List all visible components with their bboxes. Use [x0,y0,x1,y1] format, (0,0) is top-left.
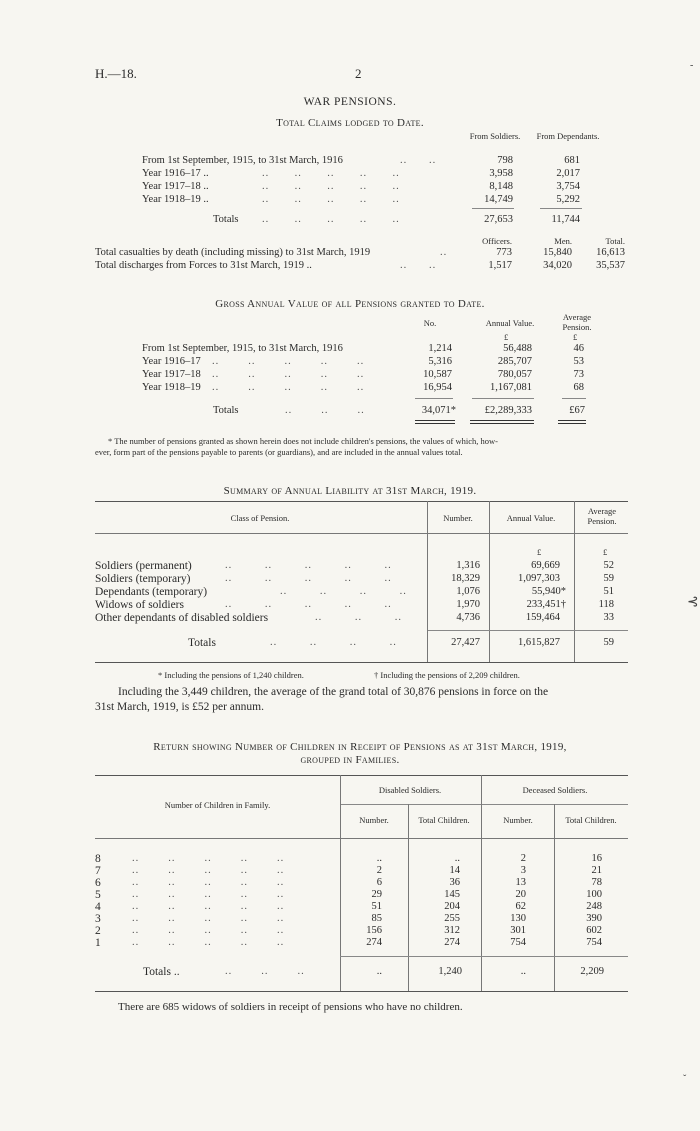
claims-row-label: Year 1917–18 .. [142,181,209,192]
claims-col-dependants: From Dependants. [536,131,600,141]
summary-unit-value: £ [537,547,542,557]
children-dec-total: 78 [591,877,602,888]
children-dis-number: 85 [371,913,382,924]
summary-avg: 52 [603,560,614,571]
claims-dependants: 5,292 [556,194,580,205]
leader-dots: .. .. .. .. [280,586,407,597]
summary-number: 1,970 [456,599,480,610]
children-dec-total: 100 [586,889,602,900]
gross-avg: 73 [573,369,584,380]
summary-row-label: Other dependants of disabled soldiers [95,612,269,624]
children-totals-dec-total: 2,209 [580,966,604,977]
children-dec-total: 602 [586,925,602,936]
divider [415,398,453,399]
children-dec-number: 3 [520,865,526,876]
gross-row-label: Year 1918–19 [142,382,201,393]
summary-row-label: Soldiers (temporary) [95,573,191,585]
leader-dots: .. .. .. [285,405,365,416]
children-heading-line-2: grouped in Families. [300,754,400,766]
gross-row-label: Year 1917–18 [142,369,201,380]
gross-avg: 53 [573,356,584,367]
summary-number: 4,736 [456,612,480,623]
claims-heading: Total Claims lodged to Date. [276,117,424,129]
claims-row-label: Year 1916–17 .. [142,168,209,179]
children-dec-number: 20 [515,889,526,900]
children-dis-total: .. [454,853,460,864]
gross-no: 1,214 [428,343,452,354]
summary-number: 1,316 [456,560,480,571]
summary-unit-avg: £ [603,547,608,557]
children-totals-dis-total: 1,240 [438,966,462,977]
children-dis-total: 14 [449,865,460,876]
children-dis-total: 255 [444,913,460,924]
children-col-dis-number: Number. [359,815,389,825]
children-dis-number: 29 [371,889,382,900]
children-dec-number: 301 [510,925,526,936]
summary-heading: Summary of Annual Liability at 31st March, 1919. [223,485,477,497]
children-dec-total: 21 [591,865,602,876]
claims-soldiers: 14,749 [484,194,513,205]
page-number: 2 [355,66,362,81]
leader-dots: .. .. .. .. .. [225,560,392,571]
claims-dependants: 2,017 [556,168,580,179]
summary-totals-number: 27,427 [451,637,480,648]
gross-col-avg: Average Pension. [562,312,592,332]
claims-col-total: Total. [605,236,625,246]
gross-row-label: Year 1916–17 [142,356,201,367]
summary-avg: 59 [603,573,614,584]
leader-dots: .. .. .. .. .. [262,214,400,225]
claims-totals-label: Totals [213,214,239,225]
summary-value: 69,669 [531,560,560,571]
divider [562,398,586,399]
summary-number: 18,329 [451,573,480,584]
children-dec-total: 754 [586,937,602,948]
gross-unit-avg: £ [573,332,578,342]
scan-mark: ⊰ [687,595,699,610]
gross-heading: Gross Annual Value of all Pensions granted to Date. [215,298,485,310]
divider [472,208,514,209]
children-dec-number: 754 [510,937,526,948]
leader-dots: .. .. .. .. .. [262,168,400,179]
leader-dots: .. .. .. .. .. [225,599,392,610]
table-bottom-rule [95,662,628,663]
children-dis-number: 6 [376,877,382,888]
leader-dots: .. .. .. .. .. [132,925,285,936]
double-rule [558,420,586,424]
summary-paragraph-line-1: Including the 3,449 children, the average of the grand total of 30,876 pensions in force on the [118,686,549,698]
claims-soldiers: 8,148 [489,181,513,192]
gross-no: 10,587 [423,369,452,380]
children-dis-total: 145 [444,889,460,900]
claims-dependants: 681 [564,155,580,166]
gross-no: 16,954 [423,382,452,393]
leader-dots: .. .. .. .. .. [132,889,285,900]
children-family-size: 5 [95,889,101,901]
children-dis-number: .. [376,853,382,864]
gross-totals-value: £2,289,333 [484,405,532,416]
leader-dots: .. [440,247,448,258]
summary-value: 159,464 [525,612,560,623]
children-family-size: 8 [95,853,101,865]
scan-mark: ˇ [683,1074,687,1085]
table-top-rule [95,775,628,776]
children-dis-total: 312 [444,925,460,936]
gross-avg: 46 [573,343,584,354]
children-dec-number: 2 [520,853,526,864]
divider [472,398,534,399]
children-col-disabled: Disabled Soldiers. [378,785,442,795]
summary-totals-value: 1,615,827 [518,637,560,648]
table-bottom-rule [95,991,628,992]
table-top-rule [95,501,628,502]
col-divider [574,501,575,662]
gross-unit-value: £ [504,332,509,342]
table-header-rule [95,838,628,839]
children-dec-number: 62 [515,901,526,912]
gross-totals-label: Totals [213,405,239,416]
children-dis-total: 204 [444,901,460,912]
gross-value: 1,167,081 [490,382,532,393]
children-dis-total: 36 [449,877,460,888]
leader-dots: .. .. .. [315,612,402,623]
leader-dots: .. .. .. .. .. [132,913,285,924]
children-dec-number: 13 [515,877,526,888]
children-heading-line-1: Return showing Number of Children in Receipt of Pensions as at 31st March, 1919, [153,741,567,753]
children-dis-number: 2 [376,865,382,876]
discharges-label: Total discharges from Forces to 31st March, 1919 .. [95,260,312,271]
summary-col-value: Annual Value. [506,513,556,523]
summary-value: 1,097,303 [518,573,560,584]
summary-paragraph-line-2: 31st March, 1919, is £52 per annum. [95,701,264,713]
leader-dots: .. .. .. .. .. [132,865,285,876]
children-closing-note: There are 685 widows of soldiers in receipt of pensions who have no children. [118,1001,463,1013]
summary-note-children-a: * Including the pensions of 1,240 children. [158,670,304,680]
leader-dots: .. .. [400,155,437,166]
leader-dots: .. .. .. .. .. [132,901,285,912]
claims-totals-soldiers: 27,653 [484,214,513,225]
children-family-size: 4 [95,901,101,913]
leader-dots: .. .. .. .. .. [212,369,365,380]
children-dec-total: 16 [591,853,602,864]
scan-mark: ‑ [690,60,694,71]
page-title: WAR PENSIONS. [303,96,397,108]
leader-dots: .. .. .. .. .. [212,382,365,393]
children-col-dec-total: Total Children. [565,815,617,825]
children-family-size: 1 [95,937,101,949]
leader-dots: .. .. .. .. .. [132,853,285,864]
claims-col-soldiers: From Soldiers. [469,131,521,141]
gross-value: 56,488 [503,343,532,354]
children-dec-total: 248 [586,901,602,912]
leader-dots: .. .. .. .. .. [262,194,400,205]
gross-footnote-line-1: * The number of pensions granted as shown herein does not include children's pensions, the values of which, how- [108,436,498,446]
casualties-men: 15,840 [543,247,572,258]
divider [428,630,628,631]
claims-col-officers: Officers. [482,236,512,246]
gross-value: 285,707 [497,356,532,367]
divider [540,208,582,209]
gross-col-value: Annual Value. [485,318,535,328]
gross-totals-no: 34,071* [421,405,456,416]
table-header-rule [95,533,628,534]
leader-dots: .. .. .. .. .. [212,356,365,367]
summary-col-number: Number. [443,513,473,523]
children-dis-total: 274 [444,937,460,948]
claims-row-label: From 1st September, 1915, to 31st March, 1916 [142,155,343,166]
claims-soldiers: 3,958 [489,168,513,179]
claims-totals-dependants: 11,744 [551,214,580,225]
double-rule [470,420,534,424]
summary-col-class: Class of Pension. [230,513,290,523]
children-dis-number: 156 [366,925,382,936]
casualties-label: Total casualties by death (including missing) to 31st March, 1919 [95,247,371,258]
page-ref: H.—18. [95,66,137,81]
leader-dots: .. .. .. .. .. [132,877,285,888]
summary-row-label: Soldiers (permanent) [95,560,192,572]
summary-totals-label: Totals [188,637,216,649]
summary-avg: 33 [603,612,614,623]
leader-dots: .. .. .. [225,966,305,977]
leader-dots: .. .. .. .. [270,637,397,648]
divider [340,956,628,957]
children-family-size: 7 [95,865,101,877]
children-col-dis-total: Total Children. [418,815,470,825]
summary-avg: 118 [598,599,614,610]
children-dec-number: 130 [510,913,526,924]
summary-row-label: Widows of soldiers [95,599,184,611]
leader-dots: .. .. .. .. .. [225,573,392,584]
gross-no: 5,316 [428,356,452,367]
claims-col-men: Men. [554,236,572,246]
children-totals-dec-number: .. [520,966,526,977]
discharges-total: 35,537 [596,260,625,271]
children-dis-number: 274 [366,937,382,948]
children-family-size: 6 [95,877,101,889]
summary-number: 1,076 [456,586,480,597]
children-dec-total: 390 [586,913,602,924]
gross-value: 780,057 [497,369,532,380]
children-family-size: 2 [95,925,101,937]
discharges-officers: 1,517 [488,260,512,271]
claims-row-label: Year 1918–19 .. [142,194,209,205]
double-rule [415,420,455,424]
claims-dependants: 3,754 [556,181,580,192]
summary-totals-avg: 59 [603,637,614,648]
children-dis-number: 51 [371,901,382,912]
discharges-men: 34,020 [543,260,572,271]
gross-avg: 68 [573,382,584,393]
children-family-size: 3 [95,913,101,925]
subheader-rule [340,804,628,805]
gross-col-no: No. [423,318,437,328]
summary-avg: 51 [603,586,614,597]
children-totals-dis-number: .. [376,966,382,977]
leader-dots: .. .. .. .. .. [132,937,285,948]
gross-totals-avg: £67 [569,405,585,416]
children-col-deceased: Deceased Soldiers. [522,785,588,795]
casualties-officers: 773 [496,247,512,258]
children-col-dec-number: Number. [503,815,533,825]
summary-value: 233,451† [526,599,566,610]
children-totals-label: Totals .. [143,966,180,978]
leader-dots: .. .. [400,260,437,271]
casualties-total: 16,613 [596,247,625,258]
summary-value: 55,940* [531,586,566,597]
summary-col-avg: Average Pension. [587,506,617,526]
children-col-family: Number of Children in Family. [164,800,271,810]
gross-footnote-line-2: ever, form part of the pensions payable to parents (or guardians), and are included in the annual values total. [95,447,463,457]
claims-soldiers: 798 [497,155,513,166]
summary-row-label: Dependants (temporary) [95,586,208,598]
leader-dots: .. .. .. .. .. [262,181,400,192]
summary-note-children-b: † Including the pensions of 2,209 children. [374,670,520,680]
gross-row-label: From 1st September, 1915, to 31st March, 1916 [142,343,343,354]
